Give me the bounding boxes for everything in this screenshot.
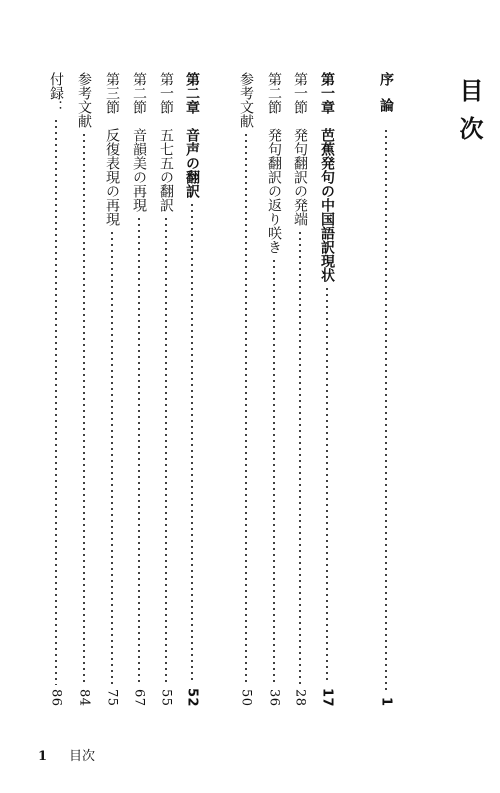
toc-entry-ch1-section-1[interactable] xyxy=(290,72,310,707)
dot-leader xyxy=(385,128,387,693)
toc-entry-label: 付録： xyxy=(48,72,64,114)
toc-entry-ch1-references[interactable] xyxy=(236,72,256,707)
toc-entry-page: 50 xyxy=(238,689,254,707)
toc-entry-appendix[interactable] xyxy=(46,72,66,707)
dot-leader xyxy=(83,132,85,685)
toc-entry-label: 第二節 音韻美の再現 xyxy=(131,72,147,212)
toc-entry-chapter-2[interactable] xyxy=(182,72,202,707)
toc-entry-page: 28 xyxy=(292,689,308,707)
toc-entry-page: 86 xyxy=(48,689,64,707)
toc-entry-ch2-references[interactable] xyxy=(74,72,94,707)
dot-leader xyxy=(245,132,247,685)
toc-entry-page: 36 xyxy=(266,689,282,707)
dot-leader xyxy=(191,202,193,684)
page-footer xyxy=(38,745,95,764)
toc-entry-ch2-section-2[interactable] xyxy=(129,72,149,707)
toc-entry-page: 75 xyxy=(104,689,120,707)
toc-entry-label: 第二節 発句翻訳の返り咲き xyxy=(266,72,282,254)
running-title: 目次 xyxy=(69,749,96,764)
toc-entry-ch2-section-3[interactable] xyxy=(102,72,122,707)
dot-leader xyxy=(138,216,140,685)
toc-entry-page: 55 xyxy=(158,689,174,707)
dot-leader xyxy=(55,118,57,685)
dot-leader xyxy=(111,230,113,685)
toc-entry-label: 第一節 五七五の翻訳 xyxy=(158,72,174,212)
toc-entry-page: 67 xyxy=(131,689,147,707)
toc-entry-page: 84 xyxy=(76,689,92,707)
toc-entry-label: 序論 xyxy=(378,72,394,124)
dot-leader xyxy=(326,286,328,684)
toc-entry-label: 第一章 芭蕉発句の中国語訳現状 xyxy=(319,72,335,282)
toc-entry-ch1-section-2[interactable] xyxy=(264,72,284,707)
toc-entry-ch2-section-1[interactable] xyxy=(156,72,176,707)
toc-entry-chapter-1[interactable] xyxy=(317,72,337,707)
toc-entry-label: 第一節 発句翻訳の発端 xyxy=(292,72,308,226)
toc-entry-label: 参考文献 xyxy=(76,72,92,128)
toc-entry-label: 第三節 反復表現の再現 xyxy=(104,72,120,226)
toc-entry-page: 1 xyxy=(378,697,394,707)
toc-entry-page: 17 xyxy=(319,687,335,707)
dot-leader xyxy=(273,258,275,685)
page-title: 目次 xyxy=(455,78,483,154)
page-number: 1 xyxy=(38,749,48,764)
toc-entry-label: 第二章 音声の翻訳 xyxy=(184,72,200,198)
toc-entry-preface[interactable] xyxy=(376,72,396,707)
toc-entry-page: 52 xyxy=(184,687,200,707)
toc-entry-label: 参考文献 xyxy=(238,72,254,128)
dot-leader xyxy=(165,216,167,685)
dot-leader xyxy=(299,230,301,685)
